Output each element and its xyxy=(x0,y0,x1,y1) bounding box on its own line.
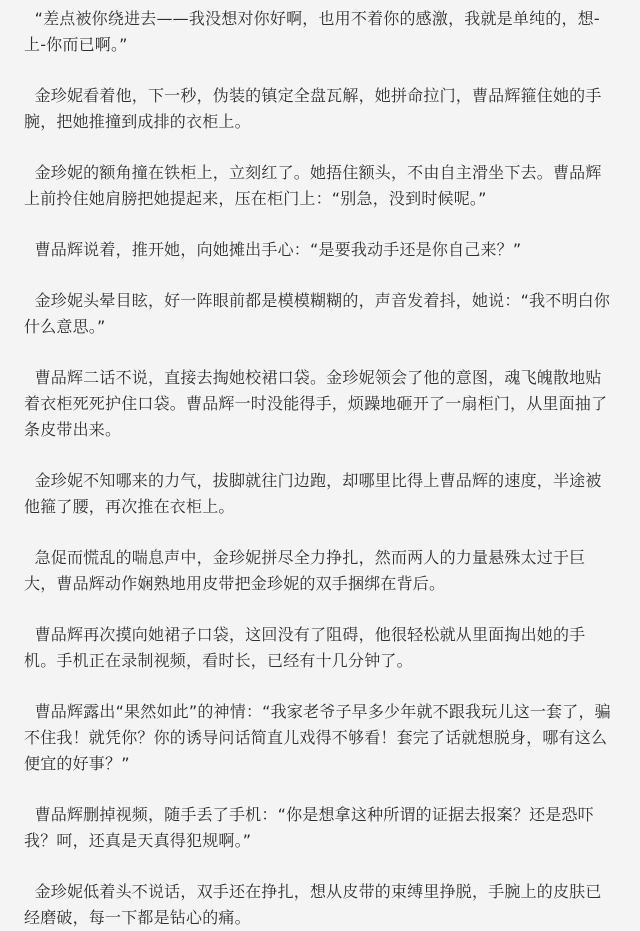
paragraph: 曹品辉露出“果然如此”的神情：“我家老爷子早多少年就不跟我玩儿这一套了，骗不住我！就凭你？你的诱导问话简直儿戏得不够看！套完了话就想脱身，哪有这么便宜的好事？” xyxy=(24,702,611,773)
paragraph: 急促而慌乱的喘息声中，金珍妮拼尽全力挣扎，然而两人的力量悬殊太过于巨大，曹品辉动作娴熟地用皮带把金珍妮的双手捆绑在背后。 xyxy=(24,548,586,593)
paragraph: 曹品辉说着，推开她，向她摊出手心：“是要我动手还是你自己来？” xyxy=(24,240,522,259)
paragraph: “差点被你绕进去——我没想对你好啊，也用不着你的感激，我就是单纯的，想-上-你而已啊。” xyxy=(24,9,600,54)
paragraph: 金珍妮的额角撞在铁柜上，立刻红了。她捂住额头，不由自主滑坐下去。曹品辉上前拎住她肩膀把她提起来，压在柜门上：“别急，没到时候呢。” xyxy=(24,163,602,208)
paragraph: 曹品辉二话不说，直接去掏她校裙口袋。金珍妮领会了他的意图，魂飞魄散地贴着衣柜死死护住口袋。曹品辉一时没能得手，烦躁地砸开了一扇柜门，从里面抽了条皮带出来。 xyxy=(24,368,608,439)
paragraph: 曹品辉再次摸向她裙子口袋，这回没有了阻碍，他很轻松就从里面掏出她的手机。手机正在录制视频，看时长，已经有十几分钟了。 xyxy=(24,625,586,670)
paragraph: 金珍妮头晕目眩，好一阵眼前都是模模糊糊的，声音发着抖，她说：“我不明白你什么意思。” xyxy=(24,291,611,336)
paragraph: 金珍妮看着他，下一秒，伪装的镇定全盘瓦解，她拼命拉门，曹品辉箍住她的手腕，把她推撞到成排的衣柜上。 xyxy=(24,86,602,131)
paragraph: 曹品辉删掉视频，随手丢了手机：“你是想拿这种所谓的证据去报案？还是恐吓我？呵，还真是天真得犯规啊。” xyxy=(24,805,594,850)
paragraph: 金珍妮低着头不说话，双手还在挣扎，想从皮带的束缚里挣脱，手腕上的皮肤已经磨破，每一下都是钻心的痛。 xyxy=(24,882,602,927)
paragraph: 金珍妮不知哪来的力气，拔脚就往门边跑，却哪里比得上曹品辉的速度，半途被他箍了腰，再次推在衣柜上。 xyxy=(24,471,602,516)
